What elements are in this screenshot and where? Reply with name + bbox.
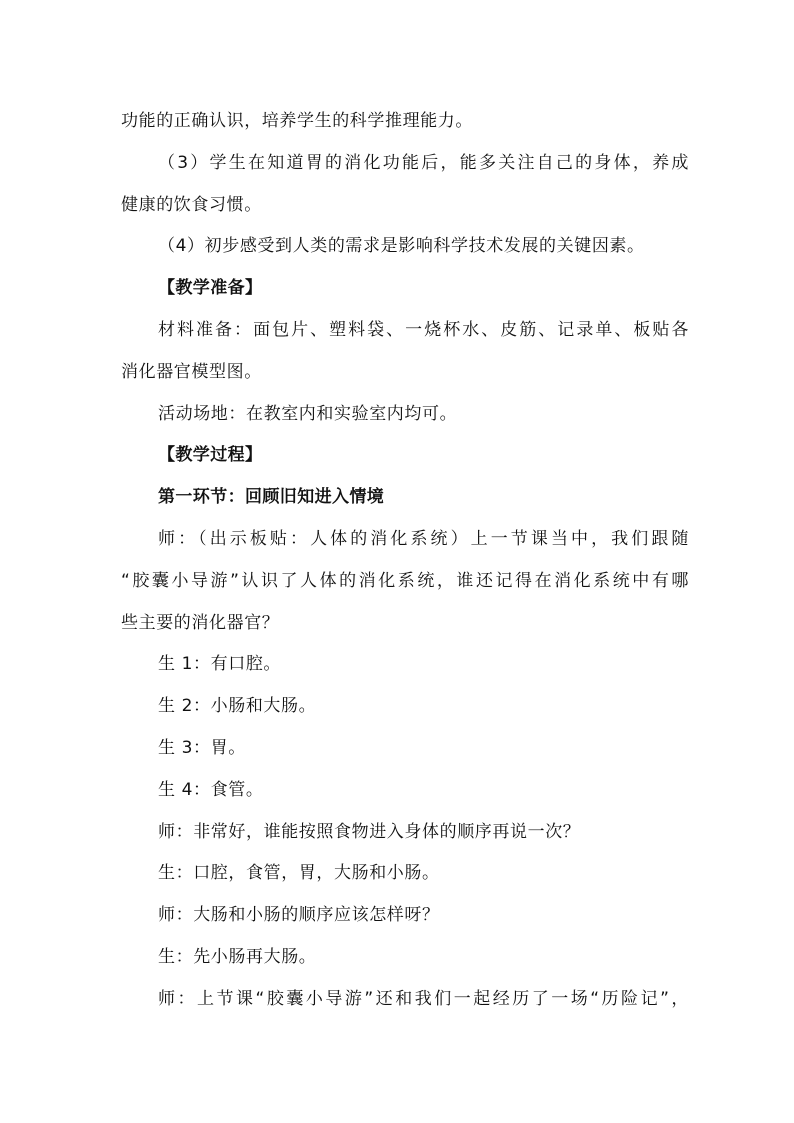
text-line-activity-place: 活动场地：在教室内和实验室内均可。 [158,403,458,424]
text-line-goal-3: （3）学生在知道胃的消化功能后，能多关注自己的身体，养成 [158,152,689,173]
dialogue-student-answer: 生：先小肠再大肠。 [158,946,317,967]
dialogue-student-3: 生 3：胃。 [158,737,246,758]
dialogue-student-order: 生：口腔，食管，胃，大肠和小肠。 [158,863,440,884]
dialogue-student-1: 生 1：有口腔。 [158,654,282,675]
dialogue-student-2: 生 2：小肠和大肠。 [158,696,317,717]
dialogue-teacher-question: 师：大肠和小肠的顺序应该怎样呀？ [158,905,440,926]
text-line-materials-end: 消化器官模型图。 [121,361,262,382]
document-body [121,101,689,1021]
text-line-goal-4: （4）初步感受到人类的需求是影响科学技术发展的关键因素。 [158,236,645,257]
dialogue-student-4: 生 4：食管。 [158,779,264,800]
text-line-goal-3-end: 健康的饮食习惯。 [121,194,262,215]
dialogue-teacher-intro: 师：（出示板贴：人体的消化系统）上一节课当中，我们跟随 [158,528,689,549]
dialogue-teacher-adventure: 师：上节课“胶囊小导游”还和我们一起经历了一场“历险记”， [158,988,689,1009]
dialogue-teacher-intro-cont: “胶囊小导游”认识了人体的消化系统，谁还记得在消化系统中有哪 [121,570,689,591]
dialogue-teacher-intro-end: 些主要的消化器官？ [121,612,280,633]
dialogue-teacher-order: 师：非常好，谁能按照食物进入身体的顺序再说一次？ [158,821,581,842]
subsection-heading-first-step: 第一环节：回顾旧知进入情境 [158,487,385,508]
text-line-materials: 材料准备：面包片、塑料袋、一烧杯水、皮筋、记录单、板贴各 [158,319,689,340]
section-heading-process: 【教学过程】 [158,445,263,466]
section-heading-preparation: 【教学准备】 [158,278,263,299]
text-line-goal-2-end: 功能的正确认识，培养学生的科学推理能力。 [121,111,473,131]
